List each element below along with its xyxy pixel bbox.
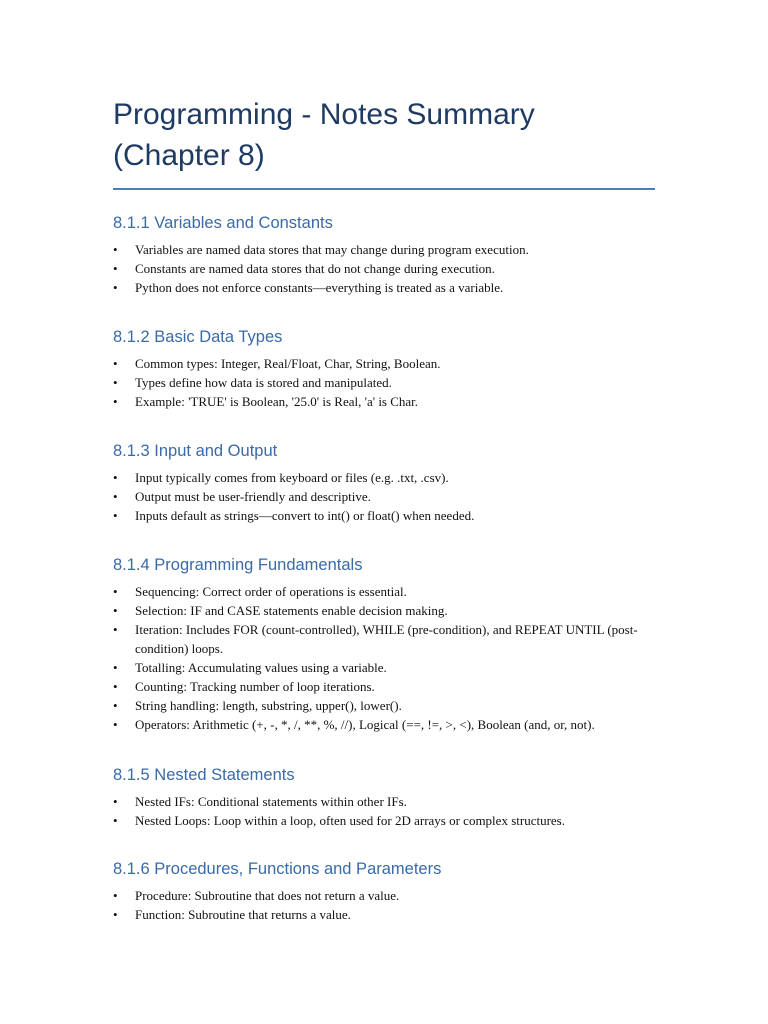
list-item bbox=[113, 506, 655, 525]
list-item-text: Variables are named data stores that may change during program execution. bbox=[135, 242, 529, 257]
section-variables-and-constants bbox=[113, 212, 673, 297]
list-item bbox=[113, 373, 655, 392]
list-item-text: Example: 'TRUE' is Boolean, '25.0' is Real, 'a' is Char. bbox=[135, 394, 419, 409]
bullet-icon: • bbox=[113, 242, 118, 257]
bullet-icon: • bbox=[113, 375, 118, 390]
bullet-icon: • bbox=[113, 489, 118, 504]
list-item-text: Inputs default as strings—convert to int() or float() when needed. bbox=[135, 508, 475, 523]
list-item bbox=[113, 392, 655, 411]
section-heading: 8.1.1 Variables and Constants bbox=[113, 214, 333, 232]
list-item-text: Input typically comes from keyboard or files (e.g. .txt, .csv). bbox=[135, 470, 449, 485]
list-item bbox=[113, 677, 655, 696]
list-item-text: Types define how data is stored and manipulated. bbox=[135, 375, 392, 390]
bullet-list bbox=[113, 792, 673, 830]
bullet-icon: • bbox=[113, 280, 118, 295]
list-item-text: Selection: IF and CASE statements enable decision making. bbox=[135, 603, 448, 618]
section-heading: 8.1.3 Input and Output bbox=[113, 442, 278, 460]
list-item-text: Nested IFs: Conditional statements within other IFs. bbox=[135, 794, 407, 809]
list-item bbox=[113, 658, 655, 677]
list-item-text: Sequencing: Correct order of operations is essential. bbox=[135, 584, 407, 599]
title-line-2: (Chapter 8) bbox=[113, 139, 265, 172]
title-line-1: Programming - Notes Summary bbox=[113, 98, 535, 131]
list-item-text: Counting: Tracking number of loop iterations. bbox=[135, 679, 375, 694]
list-item bbox=[113, 905, 655, 924]
bullet-icon: • bbox=[113, 356, 118, 371]
title-underline-rule bbox=[113, 188, 655, 190]
bullet-icon: • bbox=[113, 888, 118, 903]
list-item-text: Totalling: Accumulating values using a variable. bbox=[135, 660, 387, 675]
section-heading: 8.1.4 Programming Fundamentals bbox=[113, 556, 363, 574]
section-input-and-output bbox=[113, 440, 673, 525]
list-item bbox=[113, 696, 655, 715]
bullet-icon: • bbox=[113, 470, 118, 485]
section-basic-data-types bbox=[113, 326, 673, 411]
bullet-icon: • bbox=[113, 622, 118, 637]
bullet-list bbox=[113, 354, 673, 411]
bullet-icon: • bbox=[113, 603, 118, 618]
section-heading: 8.1.6 Procedures, Functions and Parameters bbox=[113, 860, 442, 878]
section-nested-statements bbox=[113, 764, 673, 830]
list-item bbox=[113, 620, 655, 658]
bullet-icon: • bbox=[113, 508, 118, 523]
section-heading: 8.1.5 Nested Statements bbox=[113, 766, 295, 784]
bullet-icon: • bbox=[113, 717, 118, 732]
list-item bbox=[113, 601, 655, 620]
list-item-text: Function: Subroutine that returns a value. bbox=[135, 907, 351, 922]
list-item-text: Common types: Integer, Real/Float, Char, String, Boolean. bbox=[135, 356, 441, 371]
bullet-list bbox=[113, 468, 673, 525]
list-item-text: Output must be user-friendly and descriptive. bbox=[135, 489, 371, 504]
bullet-icon: • bbox=[113, 660, 118, 675]
bullet-icon: • bbox=[113, 584, 118, 599]
list-item bbox=[113, 886, 655, 905]
section-programming-fundamentals bbox=[113, 554, 673, 734]
bullet-icon: • bbox=[113, 679, 118, 694]
list-item-text: Python does not enforce constants—everything is treated as a variable. bbox=[135, 280, 504, 295]
bullet-icon: • bbox=[113, 794, 118, 809]
bullet-icon: • bbox=[113, 698, 118, 713]
bullet-icon: • bbox=[113, 261, 118, 276]
bullet-list bbox=[113, 886, 673, 924]
section-heading: 8.1.2 Basic Data Types bbox=[113, 328, 283, 346]
list-item bbox=[113, 278, 655, 297]
list-item-text: Operators: Arithmetic (+, -, *, /, **, %, //), Logical (==, !=, >, <), Boolean (and, or, not). bbox=[135, 717, 595, 732]
list-item-text: Constants are named data stores that do not change during execution. bbox=[135, 261, 495, 276]
list-item-text: String handling: length, substring, upper(), lower(). bbox=[135, 698, 402, 713]
section-procedures-functions-parameters bbox=[113, 858, 673, 924]
document-title bbox=[113, 94, 673, 176]
document-page bbox=[113, 94, 673, 190]
bullet-icon: • bbox=[113, 394, 118, 409]
list-item bbox=[113, 582, 655, 601]
list-item bbox=[113, 715, 655, 734]
list-item bbox=[113, 487, 655, 506]
list-item bbox=[113, 792, 655, 811]
list-item-text: Procedure: Subroutine that does not return a value. bbox=[135, 888, 400, 903]
bullet-list bbox=[113, 582, 673, 734]
list-item bbox=[113, 468, 655, 487]
list-item-text: Iteration: Includes FOR (count-controlled), WHILE (pre-condition), and REPEAT UNTIL (post-condition) loops. bbox=[135, 622, 638, 656]
bullet-icon: • bbox=[113, 813, 118, 828]
list-item bbox=[113, 811, 655, 830]
list-item bbox=[113, 354, 655, 373]
list-item-text: Nested Loops: Loop within a loop, often used for 2D arrays or complex structures. bbox=[135, 813, 565, 828]
list-item bbox=[113, 240, 655, 259]
bullet-icon: • bbox=[113, 907, 118, 922]
bullet-list bbox=[113, 240, 673, 297]
list-item bbox=[113, 259, 655, 278]
